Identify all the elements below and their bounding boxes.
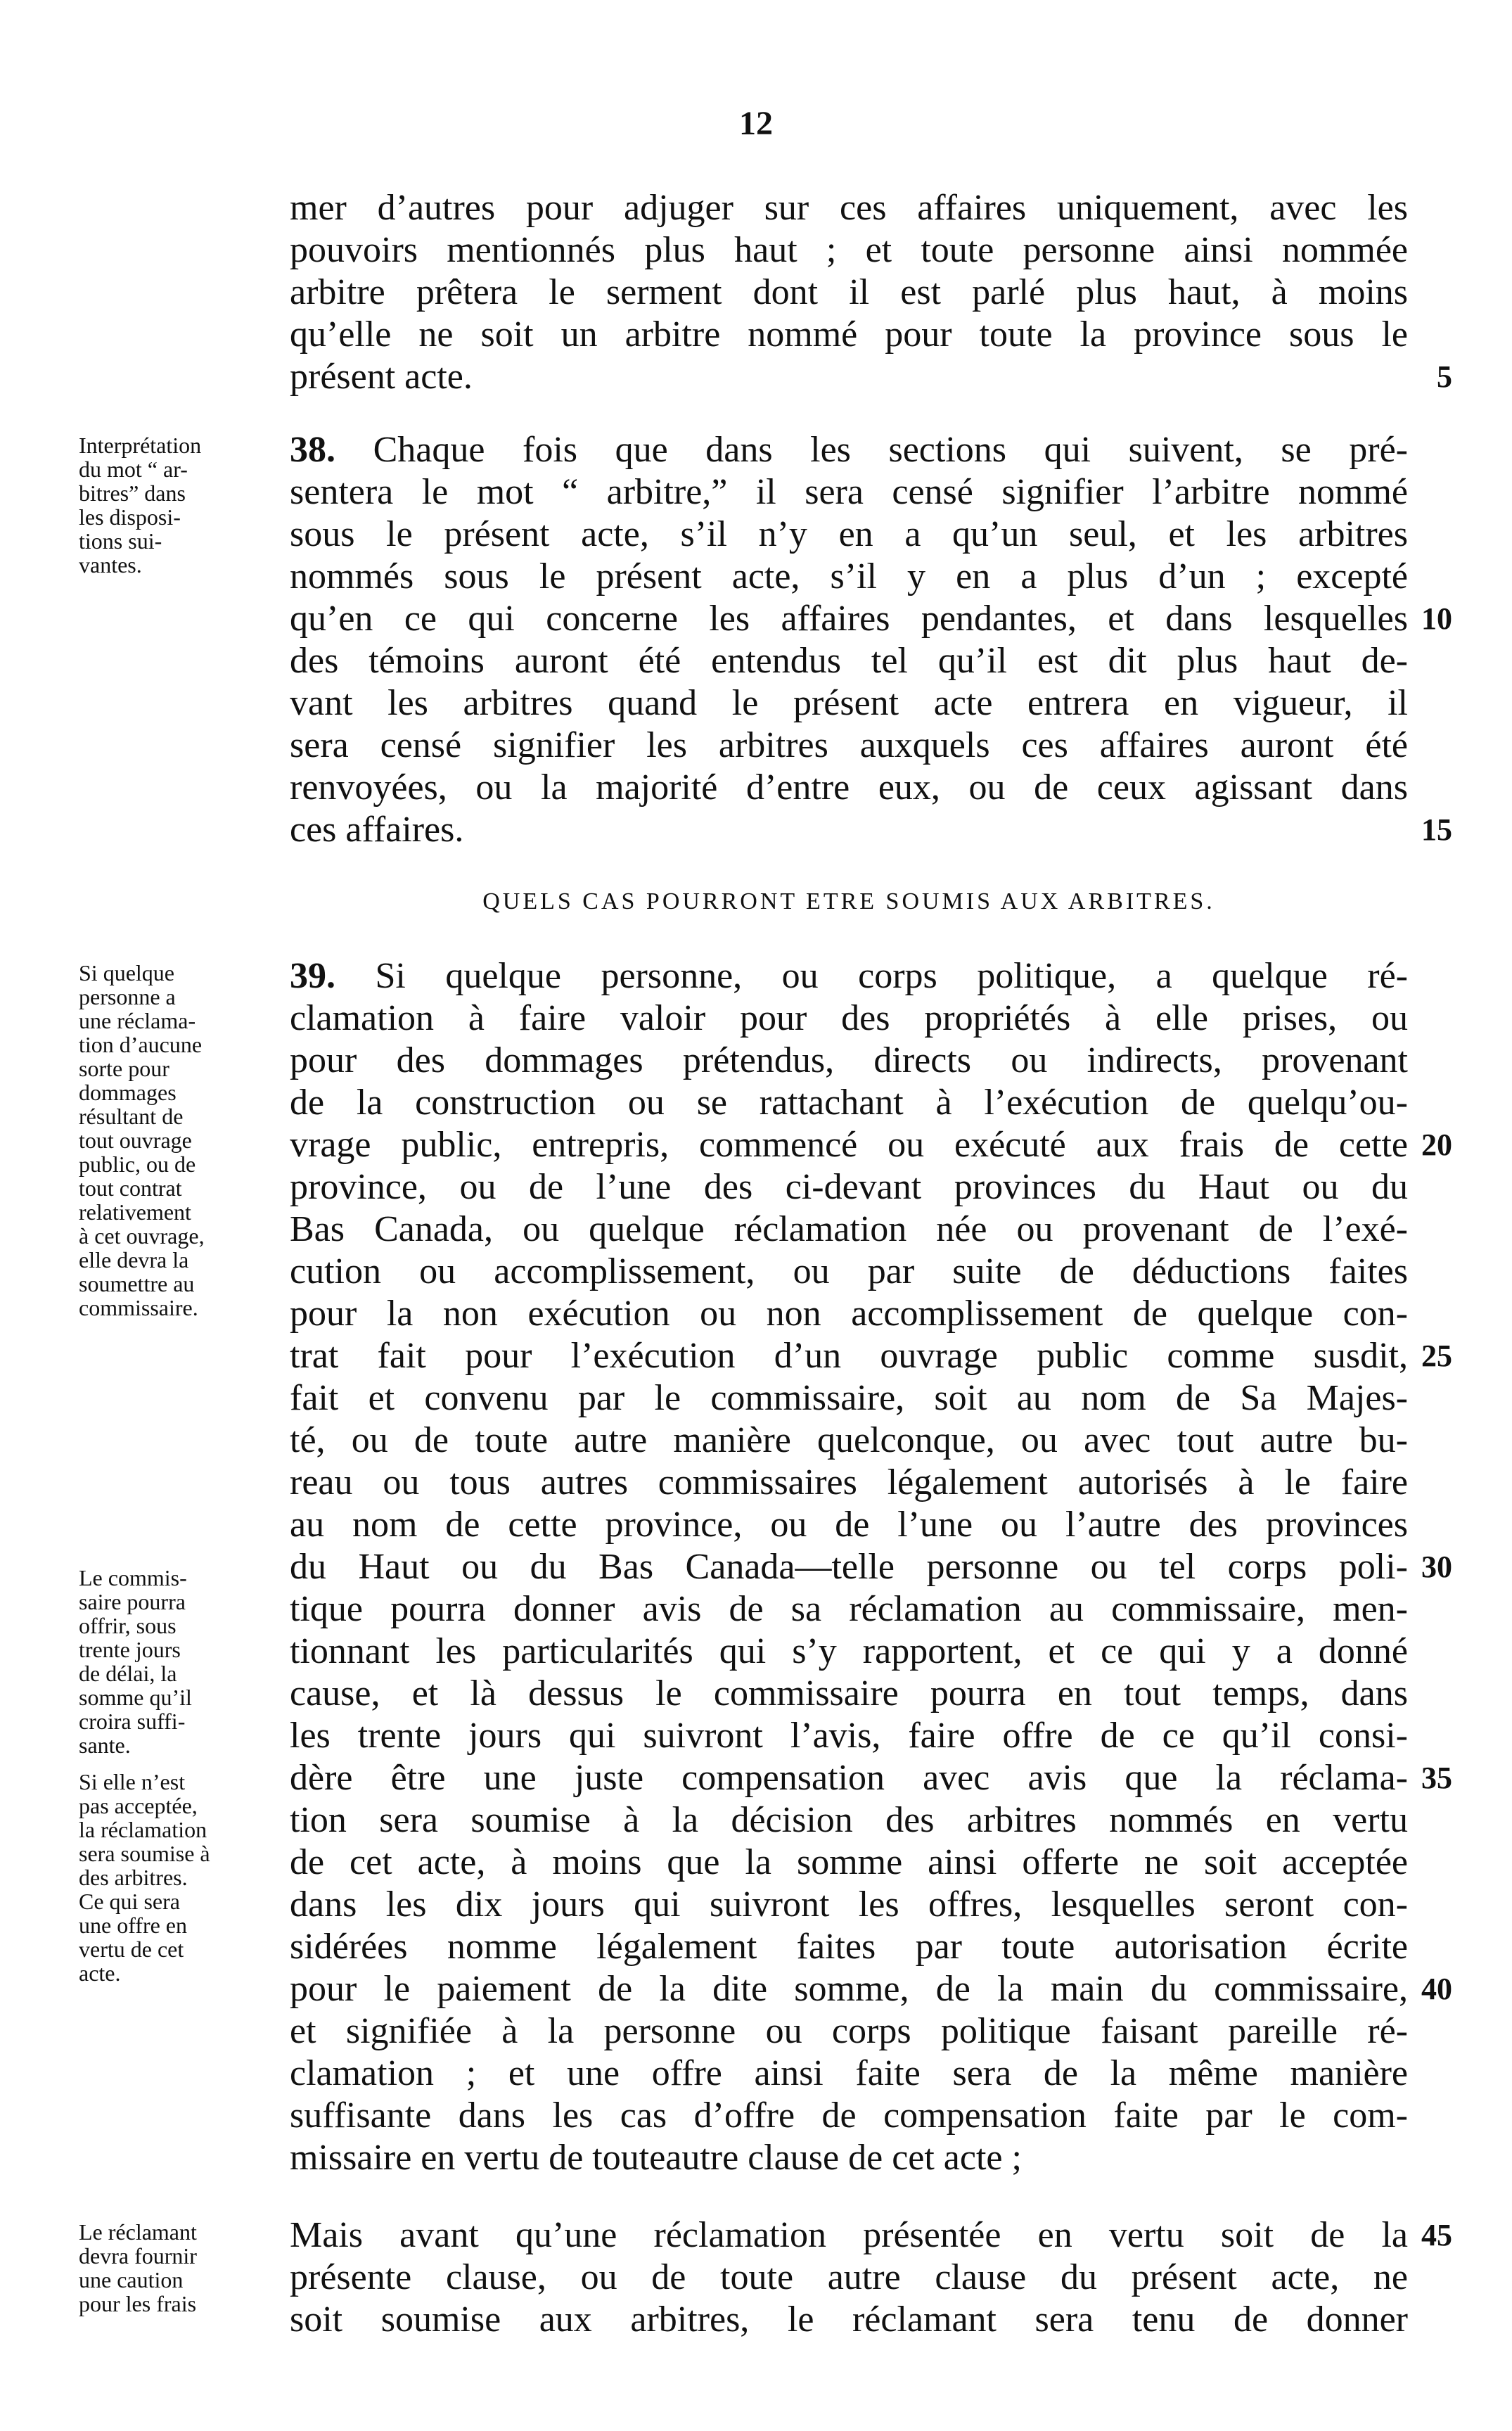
text-line: té, ou de toute autre manière quelconque, ou avec tout autre bu- [290, 1420, 1408, 1460]
text-line: clamation à faire valoir pour des propriétés à elle prises, ou [290, 998, 1408, 1038]
margin-note-line: dommages [79, 1080, 177, 1105]
margin-note-line: offrir, sous [79, 1613, 177, 1638]
margin-note-interpretation [79, 433, 290, 577]
margin-note-line: acte. [79, 1960, 121, 1986]
margin-note-line: sante. [79, 1733, 131, 1758]
page-number: 12 [739, 105, 773, 142]
text-line: pour la non exécution ou non accomplissement de quelque con- [290, 1294, 1408, 1334]
margin-note-line: relativement [79, 1199, 191, 1225]
line-number: 20 [1421, 1128, 1452, 1162]
margin-note-line: une caution [79, 2267, 184, 2292]
text-line: présent acte. [290, 357, 473, 397]
section-heading: QUELS CAS POURRONT ETRE SOUMIS AUX ARBITRES. [482, 888, 1215, 914]
text-line: présente clause, ou de toute autre clause du présent acte, ne [290, 2257, 1408, 2297]
text-line: vant les arbitres quand le présent acte entrera en vigueur, il [290, 683, 1408, 723]
text-line: mer d’autres pour adjuger sur ces affaires uniquement, avec les [290, 188, 1408, 228]
text-line: fait et convenu par le commissaire, soit au nom de Sa Majes- [290, 1378, 1408, 1418]
text-line: dans les dix jours qui suivront les offres, lesquelles seront con- [290, 1884, 1408, 1925]
text-line: ces affaires. [290, 810, 464, 850]
text-line: sentera le mot “ arbitre,” il sera censé signifier l’arbitre nommé [290, 472, 1408, 512]
margin-note-line: commissaire. [79, 1295, 198, 1320]
margin-note-line: Ce qui sera [79, 1889, 180, 1914]
text-line: et signifiée à la personne ou corps politique faisant pareille ré- [290, 2011, 1408, 2051]
margin-note-line: trente jours [79, 1637, 181, 1662]
text-line: vrage public, entrepris, commencé ou exécuté aux frais de cette [290, 1125, 1408, 1165]
text-line: cause, et là dessus le commissaire pourra en tout temps, dans [290, 1673, 1408, 1714]
margin-note-line: Le commis- [79, 1565, 187, 1590]
margin-note-line: à cet ouvrage, [79, 1223, 205, 1249]
text-line: 38. Chaque fois que dans les sections qui suivent, se pré- [290, 430, 1408, 470]
text-line: de cet acte, à moins que la somme ainsi offerte ne soit acceptée [290, 1842, 1408, 1882]
margin-note-line: résultant de [79, 1104, 184, 1129]
text-line: pour le paiement de la dite somme, de la main du commissaire, [290, 1969, 1408, 2009]
text-line: suffisante dans les cas d’offre de compensation faite par le com- [290, 2095, 1408, 2136]
text-line: Bas Canada, ou quelque réclamation née ou provenant de l’exé- [290, 1209, 1408, 1249]
text-line: qu’en ce qui concerne les affaires pendantes, et dans lesquelles [290, 599, 1408, 639]
text-line: des témoins auront été entendus tel qu’il est dit plus haut de- [290, 641, 1408, 681]
text-line: tique pourra donner avis de sa réclamation au commissaire, men- [290, 1589, 1408, 1629]
margin-note-security-for-costs [79, 2220, 290, 2316]
margin-note-line: Interprétation [79, 433, 202, 458]
text-line: tionnant les particularités qui s’y rapportent, et ce qui y a donné [290, 1631, 1408, 1671]
text-line: 39. Si quelque personne, ou corps politique, a quelque ré- [290, 956, 1408, 996]
margin-note-line: devra fournir [79, 2243, 197, 2269]
margin-note-line: de délai, la [79, 1661, 177, 1686]
margin-note-line: bitres” dans [79, 480, 186, 506]
text-line: missaire en vertu de touteautre clause de cet acte ; [290, 2138, 1022, 2178]
margin-note-line: tout ouvrage [79, 1128, 192, 1153]
text-line: tion sera soumise à la décision des arbitres nommés en vertu [290, 1800, 1408, 1840]
line-number: 30 [1421, 1550, 1452, 1584]
text-line: pouvoirs mentionnés plus haut ; et toute personne ainsi nommée [290, 230, 1408, 270]
text-line: renvoyées, ou la majorité d’entre eux, ou de ceux agissant dans [290, 767, 1408, 808]
text-line: sous le présent acte, s’il n’y en a qu’un seul, et les arbitres [290, 514, 1408, 554]
line-number: 25 [1421, 1339, 1452, 1373]
margin-note-line: tion d’aucune [79, 1032, 203, 1057]
text-line: Mais avant qu’une réclamation présentée en vertu soit de la [290, 2215, 1408, 2255]
text-line: reau ou tous autres commissaires légalement autorisés à le faire [290, 1462, 1408, 1502]
text-line: sidérées nomme légalement faites par toute autorisation écrite [290, 1927, 1408, 1967]
margin-note-line: une offre en [79, 1913, 187, 1938]
margin-note-line: une réclama- [79, 1008, 196, 1033]
margin-note-line: Le réclamant [79, 2219, 197, 2245]
margin-note-line: sera soumise à [79, 1841, 210, 1866]
text-line: trat fait pour l’exécution d’un ouvrage public comme susdit, [290, 1336, 1408, 1376]
margin-note-line: vantes. [79, 552, 142, 578]
margin-note-line: personne a [79, 984, 176, 1009]
margin-note-line: la réclamation [79, 1817, 207, 1842]
margin-note-line: soumettre au [79, 1271, 195, 1296]
text-line: de la construction ou se rattachant à l’exécution de quelqu’ou- [290, 1083, 1408, 1123]
text-line: nommés sous le présent acte, s’il y en a plus d’un ; excepté [290, 556, 1408, 596]
text-line: du Haut ou du Bas Canada—telle personne ou tel corps poli- [290, 1547, 1408, 1587]
margin-note-line: tout contrat [79, 1175, 182, 1201]
text-line: province, ou de l’une des ci-devant provinces du Haut ou du [290, 1167, 1408, 1207]
text-line: les trente jours qui suivront l’avis, faire offre de ce qu’il consi- [290, 1716, 1408, 1756]
line-number: 40 [1421, 1972, 1452, 2006]
text-line: soit soumise aux arbitres, le réclamant sera tenu de donner [290, 2299, 1408, 2340]
text-line: dère être une juste compensation avec avis que la réclama- [290, 1758, 1408, 1798]
line-number: 10 [1421, 601, 1452, 636]
margin-note-line: croira suffi- [79, 1709, 186, 1734]
margin-note-not-accepted [79, 1770, 290, 1985]
margin-note-line: public, ou de [79, 1151, 196, 1177]
line-number: 5 [1437, 359, 1452, 394]
margin-note-line: pour les frais [79, 2291, 197, 2316]
text-line: clamation ; et une offre ainsi faite sera de la même manière [290, 2053, 1408, 2093]
text-line: arbitre prêtera le serment dont il est parlé plus haut, à moins [290, 272, 1408, 312]
margin-note-line: Si elle n’est [79, 1769, 186, 1794]
text-line: qu’elle ne soit un arbitre nommé pour toute la province sous le [290, 314, 1408, 355]
margin-note-line: Si quelque [79, 960, 174, 985]
text-line: sera censé signifier les arbitres auxquels ces affaires auront été [290, 725, 1408, 765]
margin-note-commissioner-offer [79, 1566, 290, 1757]
margin-note-line: des arbitres. [79, 1865, 188, 1890]
margin-note-line: saire pourra [79, 1589, 186, 1614]
margin-note-line: vertu de cet [79, 1936, 184, 1962]
text-line: au nom de cette province, ou de l’une ou l’autre des provinces [290, 1505, 1408, 1545]
margin-note-line: somme qu’il [79, 1685, 192, 1710]
margin-note-line: tions sui- [79, 528, 162, 554]
margin-note-claims [79, 961, 290, 1320]
line-number: 35 [1421, 1761, 1452, 1795]
margin-note-line: sorte pour [79, 1056, 169, 1081]
margin-note-line: les disposi- [79, 504, 181, 530]
text-line: pour des dommages prétendus, directs ou indirects, provenant [290, 1040, 1408, 1080]
margin-note-line: elle devra la [79, 1247, 189, 1272]
text-line: cution ou accomplissement, ou par suite de déductions faites [290, 1251, 1408, 1291]
margin-note-line: pas acceptée, [79, 1793, 198, 1818]
line-number: 15 [1421, 812, 1452, 847]
line-number: 45 [1421, 2218, 1452, 2252]
margin-note-line: du mot “ ar- [79, 457, 188, 482]
